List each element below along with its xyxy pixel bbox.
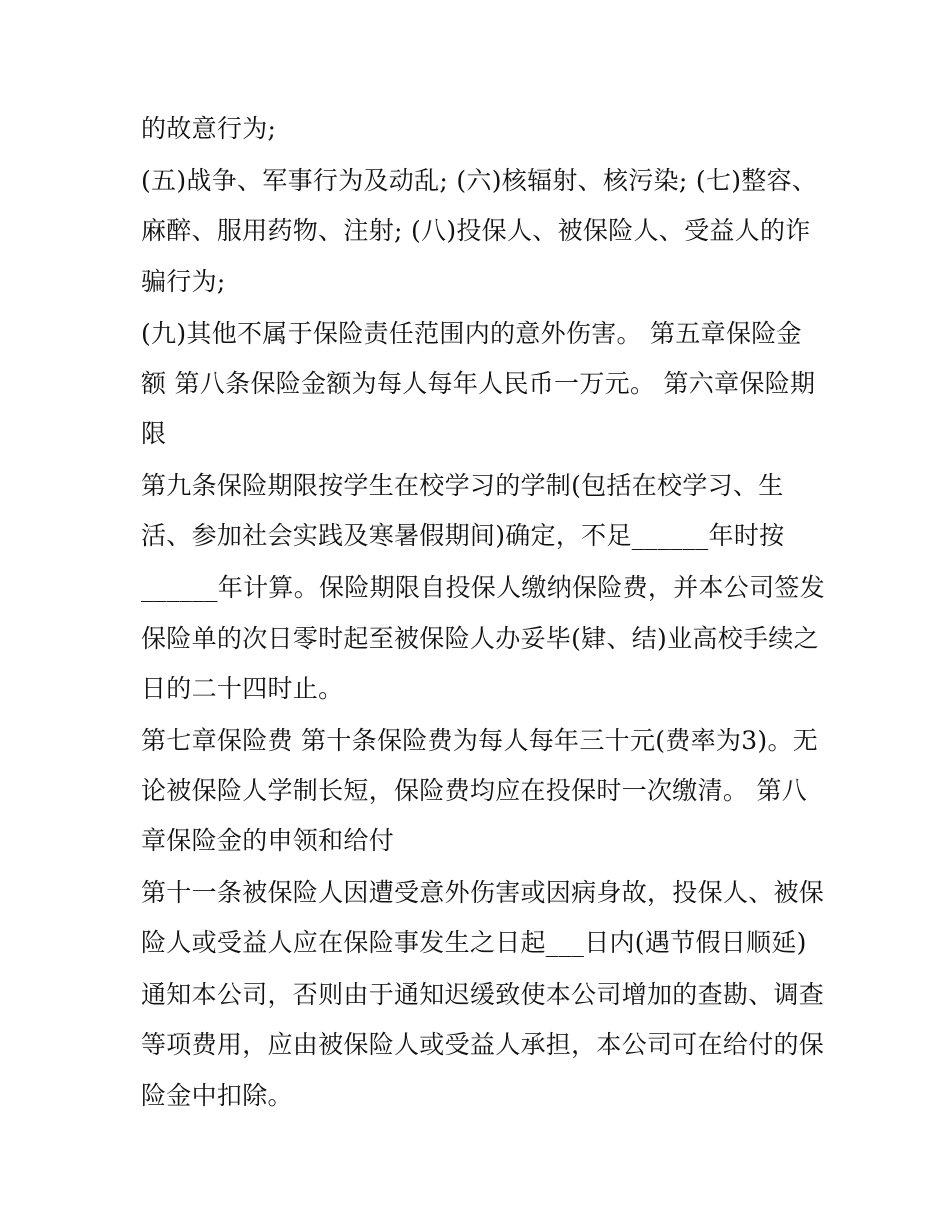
text-line: 麻醉、服用药物、注射; (八)投保人、被保险人、受益人的诈	[141, 216, 811, 245]
text-line: 第七章保险费 第十条保险费为每人每年三十元(费率为3)。无	[141, 726, 819, 755]
text-line: 限	[141, 419, 167, 448]
text-line: 骗行为;	[141, 267, 226, 296]
text-line: 章保险金的申领和给付	[141, 826, 395, 855]
text-line: 等项费用，应由被保险人或受益人承担，本公司可在给付的保	[141, 1030, 825, 1059]
text-line: (九)其他不属于保险责任范围内的意外伤害。 第五章保险金	[141, 319, 802, 348]
text-line: 第九条保险期限按学生在校学习的学制(包括在校学习、生	[141, 471, 784, 500]
text-line: 险人或受益人应在保险事发生之日起___日内(遇节假日顺延)	[141, 928, 807, 957]
text-line: ______年计算。保险期限自投保人缴纳保险费，并本公司签发	[141, 573, 826, 602]
text-line: 险金中扣除。	[141, 1081, 293, 1110]
text-line: 日的二十四时止。	[141, 674, 344, 703]
text-line: 额 第八条保险金额为每人每年人民币一万元。 第六章保险期	[141, 369, 816, 398]
text-line: 通知本公司，否则由于通知迟缓致使本公司增加的查勘、调查	[141, 980, 825, 1009]
text-line: 论被保险人学制长短，保险费均应在投保时一次缴清。 第八	[141, 776, 808, 805]
text-line: 第十一条被保险人因遭受意外伤害或因病身故，投保人、被保	[141, 878, 825, 907]
text-line: 的故意行为;	[141, 114, 277, 143]
text-line: (五)战争、军事行为及动乱; (六)核辐射、核污染; (七)整容、	[141, 166, 818, 195]
text-line: 活、参加社会实践及寒暑假期间)确定，不足______年时按	[141, 521, 785, 550]
text-line: 保险单的次日零时起至被保险人办妥毕(肄、结)业高校手续之	[141, 624, 819, 653]
